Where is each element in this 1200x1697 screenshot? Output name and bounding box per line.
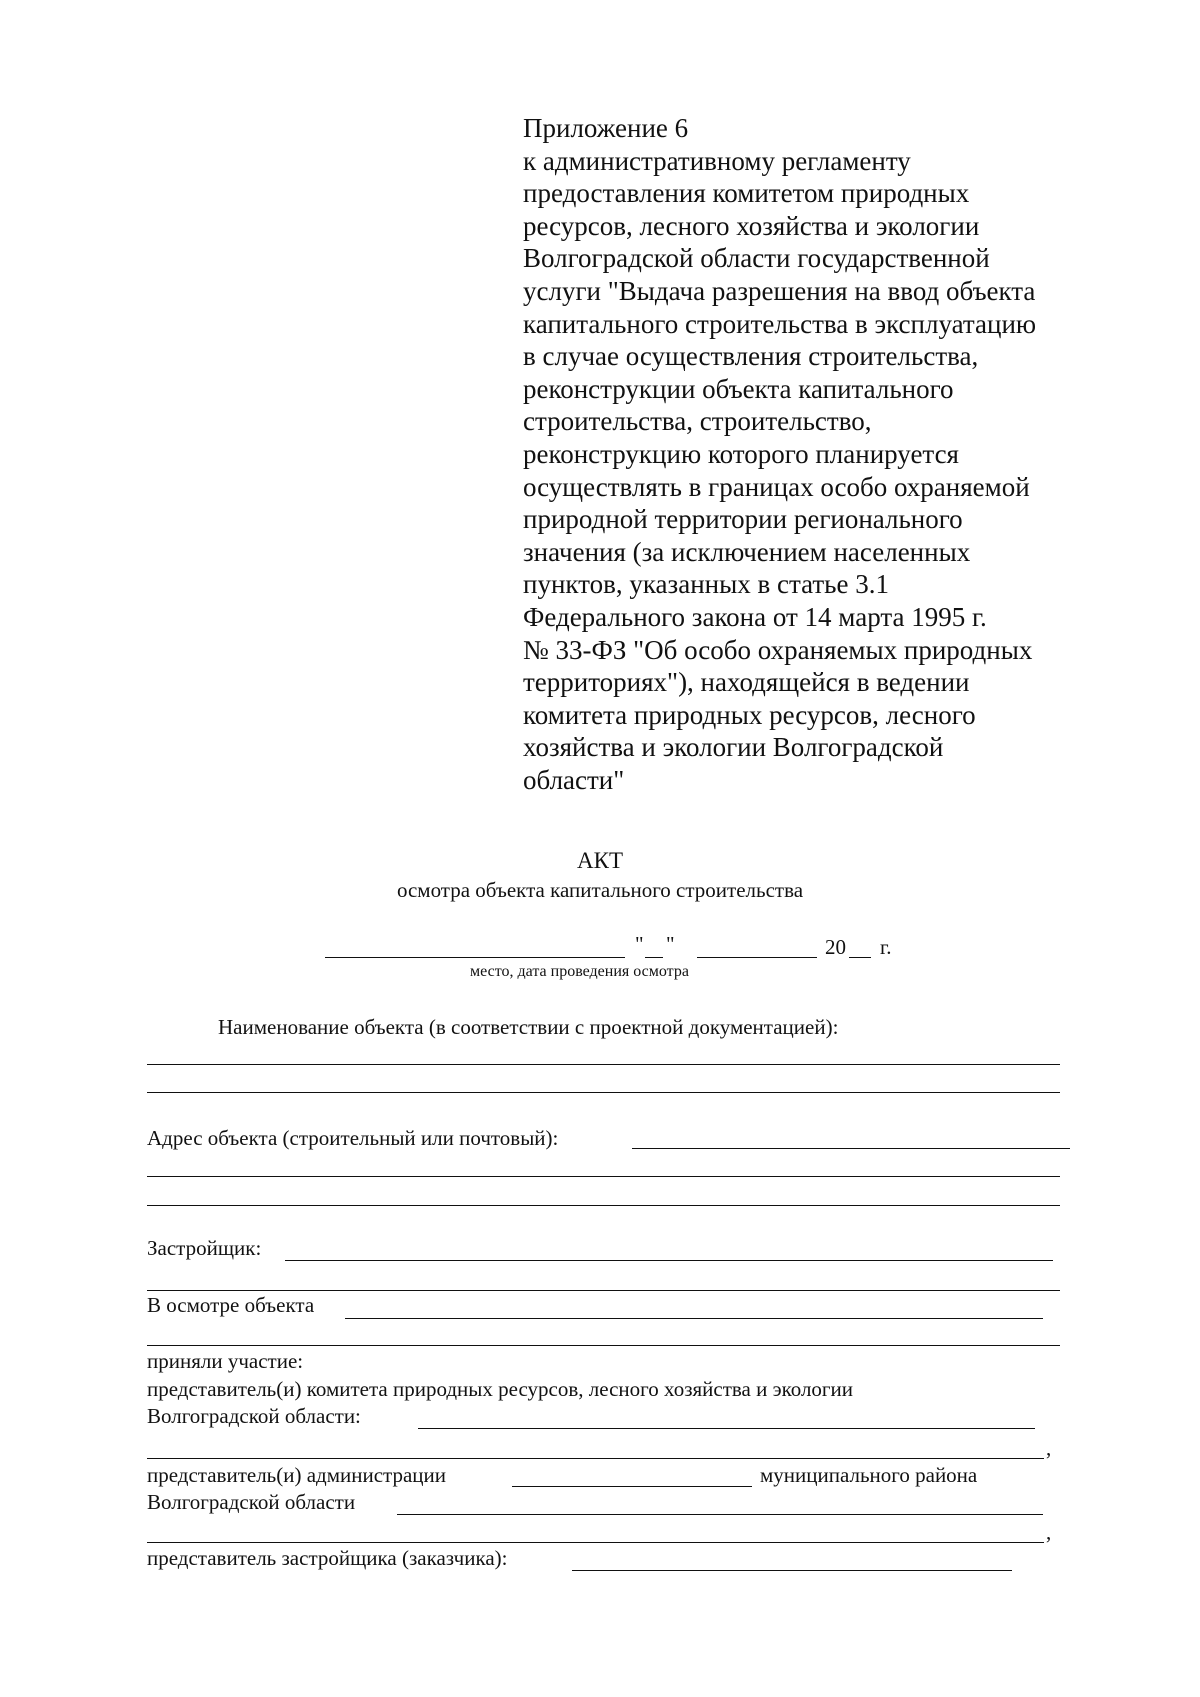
- object-name-line-2[interactable]: [147, 1092, 1060, 1093]
- appendix-line: к административному регламенту: [523, 145, 911, 176]
- appendix-line: в случае осуществления строительства,: [523, 341, 979, 372]
- quote-close: ": [666, 932, 675, 956]
- participated-label: приняли участие:: [147, 1349, 304, 1373]
- inspection-line-2[interactable]: [147, 1345, 1060, 1346]
- appendix-line: осуществлять в границах особо охраняемой: [523, 471, 1030, 502]
- committee-rep-line-2[interactable]: [147, 1458, 1044, 1459]
- object-name-label: Наименование объекта (в соответствии с проектной документацией):: [218, 1015, 839, 1039]
- appendix-line: строительства, строительство,: [523, 406, 872, 437]
- municipal-district-label: муниципального района: [760, 1463, 978, 1487]
- appendix-line: пунктов, указанных в статье 3.1: [523, 569, 889, 600]
- admin-name-line[interactable]: [512, 1486, 752, 1487]
- quote-open: ": [635, 932, 644, 956]
- appendix-line: области": [523, 764, 625, 795]
- year-suffix: г.: [880, 935, 892, 959]
- appendix-line: комитета природных ресурсов, лесного: [523, 699, 976, 730]
- address-line-2[interactable]: [147, 1176, 1060, 1177]
- committee-region-label: Волгоградской области:: [147, 1404, 361, 1428]
- comma: ,: [1046, 1520, 1052, 1544]
- appendix-line: № 33-ФЗ "Об особо охраняемых природных: [523, 634, 1033, 665]
- admin-rep-label: представитель(и) администрации: [147, 1463, 447, 1487]
- appendix-line: услуги "Выдача разрешения на ввод объекта: [523, 275, 1036, 306]
- place-date-caption: место, дата проведения осмотра: [470, 963, 689, 980]
- place-field-line[interactable]: [325, 957, 625, 958]
- address-line-1[interactable]: [632, 1148, 1070, 1149]
- appendix-line: реконструкцию которого планируется: [523, 438, 959, 469]
- developer-label: Застройщик:: [147, 1236, 262, 1260]
- month-field-line[interactable]: [697, 957, 817, 958]
- day-field-line[interactable]: [645, 957, 663, 958]
- address-label: Адрес объекта (строительный или почтовый):: [147, 1126, 559, 1150]
- appendix-line: капитального строительства в эксплуатацию: [523, 308, 1037, 339]
- inspection-label: В осмотре объекта: [147, 1293, 315, 1317]
- volgograd-region-label: Волгоградской области: [147, 1490, 356, 1514]
- appendix-line: ресурсов, лесного хозяйства и экологии: [523, 210, 980, 241]
- appendix-line: Волгоградской области государственной: [523, 243, 990, 274]
- committee-rep-label: представитель(и) комитета природных ресурсов, лесного хозяйства и экологии: [147, 1377, 854, 1401]
- appendix-line: предоставления комитетом природных: [523, 178, 970, 209]
- act-title: АКТ: [577, 848, 623, 873]
- committee-rep-line-1[interactable]: [418, 1428, 1035, 1429]
- appendix-line: реконструкции объекта капитального: [523, 373, 954, 404]
- appendix-line: Федерального закона от 14 марта 1995 г.: [523, 601, 987, 632]
- appendix-line: Приложение 6: [523, 113, 689, 143]
- admin-rep-line-1[interactable]: [397, 1514, 1043, 1515]
- admin-rep-line-2[interactable]: [147, 1542, 1044, 1543]
- inspection-line-1[interactable]: [345, 1318, 1043, 1319]
- object-name-line-1[interactable]: [147, 1064, 1060, 1065]
- appendix-line: территориях"), находящейся в ведении: [523, 667, 970, 698]
- act-subtitle: осмотра объекта капитального строительства: [396, 878, 804, 902]
- developer-line-2[interactable]: [147, 1290, 1060, 1291]
- developer-line-1[interactable]: [285, 1260, 1053, 1261]
- comma: ,: [1046, 1436, 1052, 1460]
- year-prefix: 20: [825, 935, 846, 959]
- developer-rep-label: представитель застройщика (заказчика):: [147, 1546, 508, 1570]
- address-line-3[interactable]: [147, 1205, 1060, 1206]
- appendix-line: природной территории регионального: [523, 504, 963, 535]
- developer-rep-line[interactable]: [572, 1570, 1012, 1571]
- appendix-line: значения (за исключением населенных: [523, 536, 971, 567]
- year-field-line[interactable]: [849, 957, 871, 958]
- appendix-header: [523, 112, 1083, 796]
- appendix-line: хозяйства и экологии Волгоградской: [523, 732, 944, 763]
